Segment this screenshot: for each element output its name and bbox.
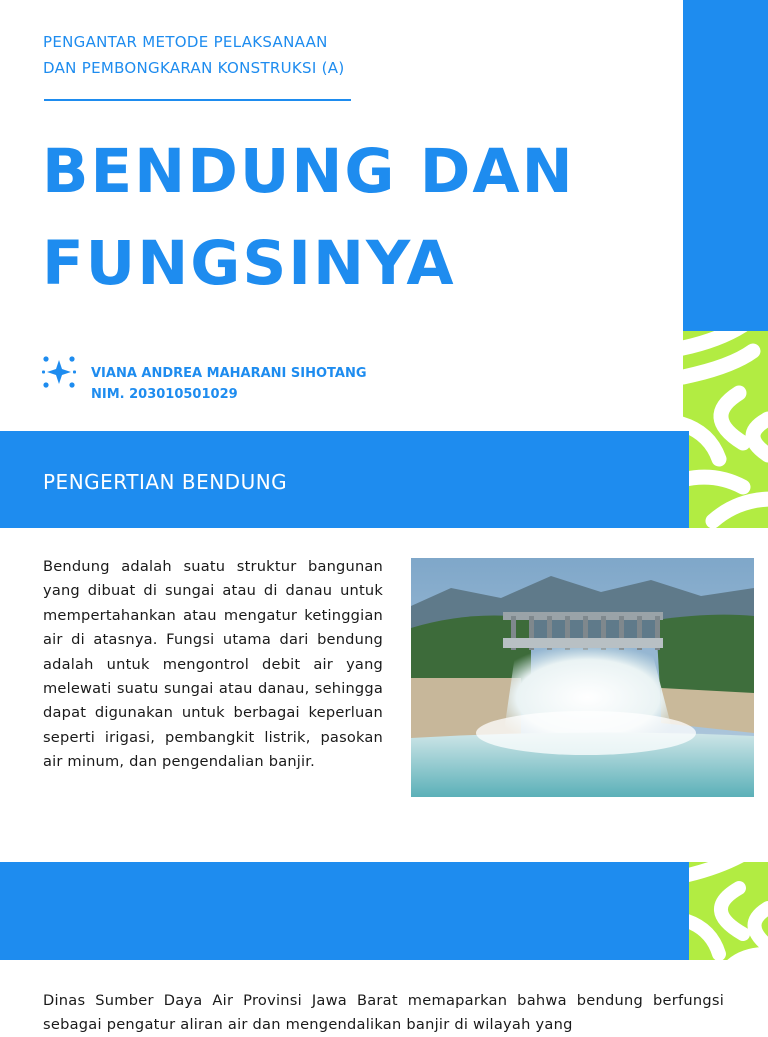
author-nim: NIM. 203010501029	[91, 387, 238, 402]
sparkle-cluster-icon	[42, 355, 76, 389]
author-info	[91, 363, 367, 405]
author-name: VIANA ANDREA MAHARANI SIHOTANG	[91, 366, 367, 381]
decorative-green-pattern-2	[689, 862, 768, 960]
title-line-1: BENDUNG DAN	[42, 136, 575, 207]
function-paragraph: Dinas Sumber Daya Air Provinsi Jawa Barat memaparkan bahwa bendung berfungsi sebagai pengatur aliran air dan mengendalikan banjir di wilayah yang	[43, 992, 724, 1033]
definition-paragraph: Bendung adalah suatu struktur bangunan yang dibuat di sungai atau di danau untuk mempertahankan atau mengatur ketinggian air di atasnya. Fungsi utama dari bendung adalah untuk mengontrol debit air yang melewati suatu sungai atau danau, sehingga dapat digunakan untuk berbagai keperluan seperti irigasi, pembangkit listrik, pasokan air minum, dan pengendalian banjir.	[43, 558, 383, 771]
subtitle-line-2: DAN PEMBONGKARAN KONSTRUKSI (A)	[43, 59, 345, 77]
section-title: PENGERTIAN BENDUNG	[43, 470, 288, 494]
decorative-blue-block	[683, 0, 768, 331]
title-divider	[44, 99, 351, 101]
subtitle-line-1: PENGANTAR METODE PELAKSANAAN	[43, 33, 328, 51]
document-subtitle	[43, 29, 345, 81]
decorative-green-pattern	[683, 331, 768, 528]
document-title	[42, 126, 575, 310]
section-header-bar-2	[0, 862, 689, 960]
dam-photo	[411, 558, 754, 797]
title-line-2: FUNGSINYA	[42, 228, 456, 299]
